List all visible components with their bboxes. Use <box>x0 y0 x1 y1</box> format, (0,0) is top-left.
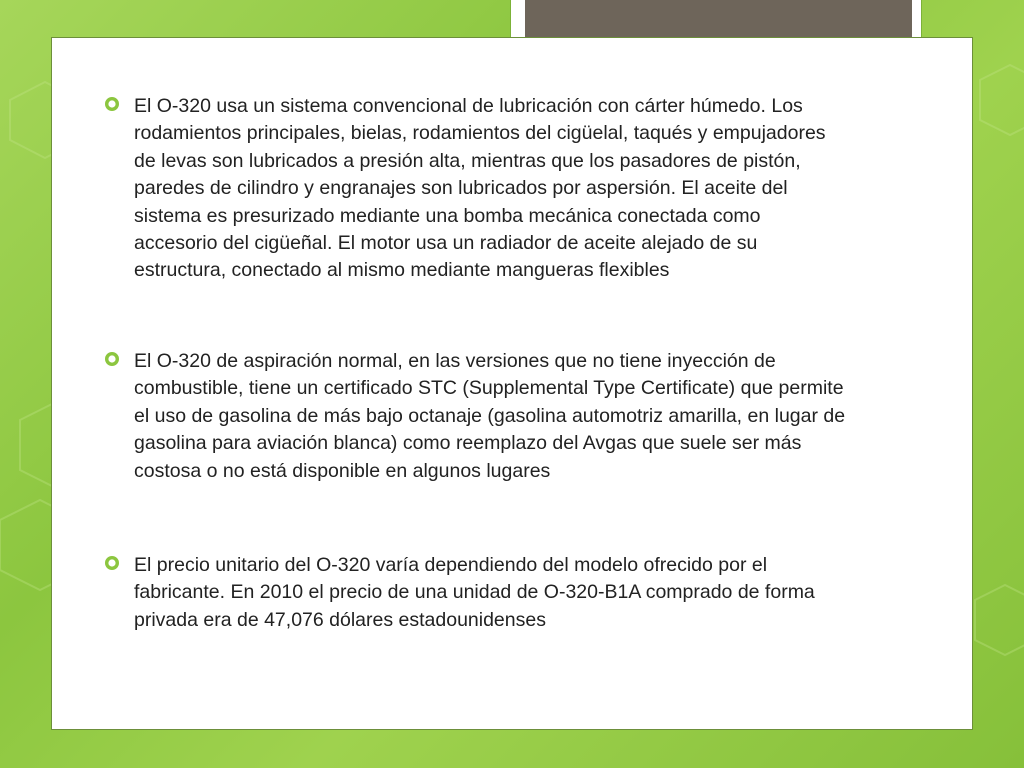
ring-bullet-icon <box>104 96 120 112</box>
content-panel <box>51 37 973 730</box>
ring-bullet-icon <box>104 555 120 571</box>
bullet-item <box>134 552 846 634</box>
bullet-text: El O-320 de aspiración normal, en las versiones que no tiene inyección de combustible, tiene un certificado STC (Supplemental Type Certificate) que permite el uso de gasolina de más bajo octanaje (gasolina automotriz amarilla, en lugar de gasolina para aviación blanca) como reemplazo del Avgas que suele ser más costosa o no está disponible en algunos lugares <box>134 350 846 482</box>
bullet-text: El O-320 usa un sistema convencional de lubricación con cárter húmedo. Los rodamientos principales, bielas, rodamientos del cigüelal, taqués y empujadores de levas son lubricados a presión alta, mientras que los pasadores de pistón, paredes de cilindro y engranajes son lubricados por aspersión. El aceite del sistema es presurizado mediante una bomba mecánica conectada como accesorio del cigüeñal. El motor usa un radiador de aceite alejado de su estructura, conectado al mismo mediante mangueras flexibles <box>134 95 826 282</box>
bullet-item <box>134 93 846 285</box>
ring-bullet-icon <box>104 351 120 367</box>
bullet-text: El precio unitario del O-320 varía dependiendo del modelo ofrecido por el fabricante. En 2010 el precio de una unidad de O-320-B1A comprado de forma privada era de 47,076 dólares estadounidenses <box>134 554 815 631</box>
bullet-item <box>134 348 846 485</box>
